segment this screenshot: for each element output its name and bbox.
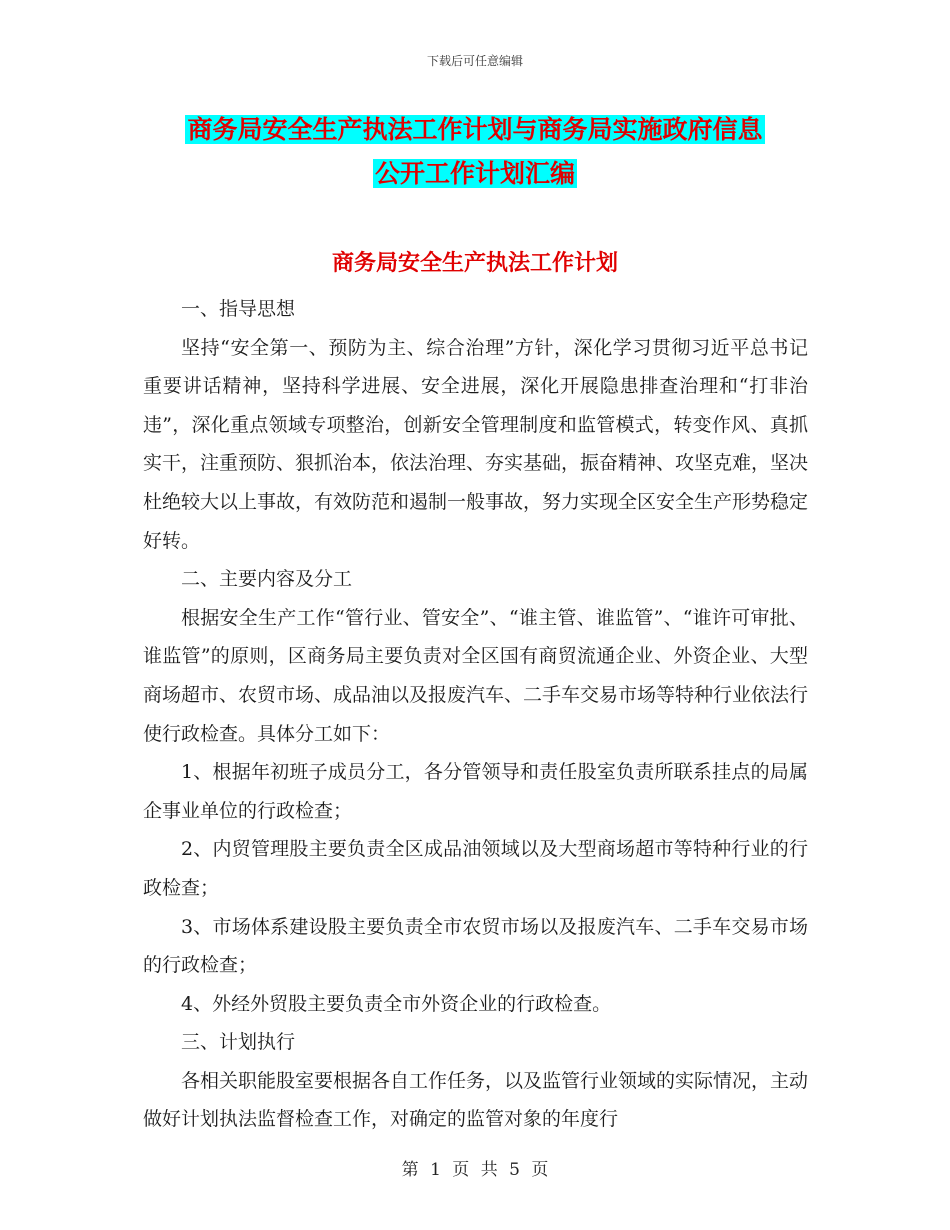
heading-main-content: 二、主要内容及分工 [181, 568, 353, 591]
document-body [143, 290, 808, 1139]
page-footer: 第 1 页 共 5 页 [401, 1160, 549, 1180]
paragraph-guiding-thought: 坚持“安全第一、预防为主、综合治理”方针，深化学习贯彻习近平总书记重要讲话精神，坚持科学进展、安全进展，深化开展隐患排查治理和“打非治违”，深化重点领域专项整治，创新安全管理制度和监管模式，转变作风、真抓实干，注重预防、狠抓治本，依法治理、夯实基础，振奋精神、攻坚克难，坚决杜绝较大以上事故，有效防范和遏制一般事故，努力实现全区安全生产形势稳定好转。 [143, 336, 809, 552]
heading-guiding-thought: 一、指导思想 [181, 298, 296, 320]
document-title-line-1 [0, 112, 950, 148]
heading-plan-execution: 三、计划执行 [181, 1031, 296, 1054]
document-title-line-1-text: 商务局安全生产执法工作计划与商务局实施政府信息 [187, 115, 763, 144]
list-item-4: 4、外经外贸股主要负责全市外资企业的行政检查。 [181, 992, 612, 1015]
document-title-line-2-text: 公开工作计划汇编 [374, 159, 575, 188]
list-item-2: 2、内贸管理股主要负责全区成品油领域以及大型商场超市等特种行业的行政检查； [143, 838, 808, 899]
list-item-3: 3、市场体系建设股主要负责全市农贸市场以及报废汽车、二手车交易市场的行政检查； [143, 915, 808, 977]
paragraph-main-content: 根据安全生产工作“管行业、管安全”、“谁主管、谁监管”、“谁许可审批、谁监管”的原则，区商务局主要负责对全区国有商贸流通企业、外资企业、大型商场超市、农贸市场、成品油以及报废汽车、二手车交易市场等特种行业依法行使行政检查。具体分工如下： [143, 606, 809, 745]
list-item-1: 1、根据年初班子成员分工，各分管领导和责任股室负责所联系挂点的局属企事业单位的行政检查； [143, 761, 808, 822]
header-note: 下载后可任意编辑 [426, 54, 523, 68]
section-title: 商务局安全生产执法工作计划 [331, 250, 618, 276]
paragraph-plan-execution: 各相关职能股室要根据各自工作任务，以及监管行业领域的实际情况，主动做好计划执法监督检查工作，对确定的监管对象的年度行 [143, 1069, 809, 1131]
document-title-line-2 [0, 156, 950, 192]
